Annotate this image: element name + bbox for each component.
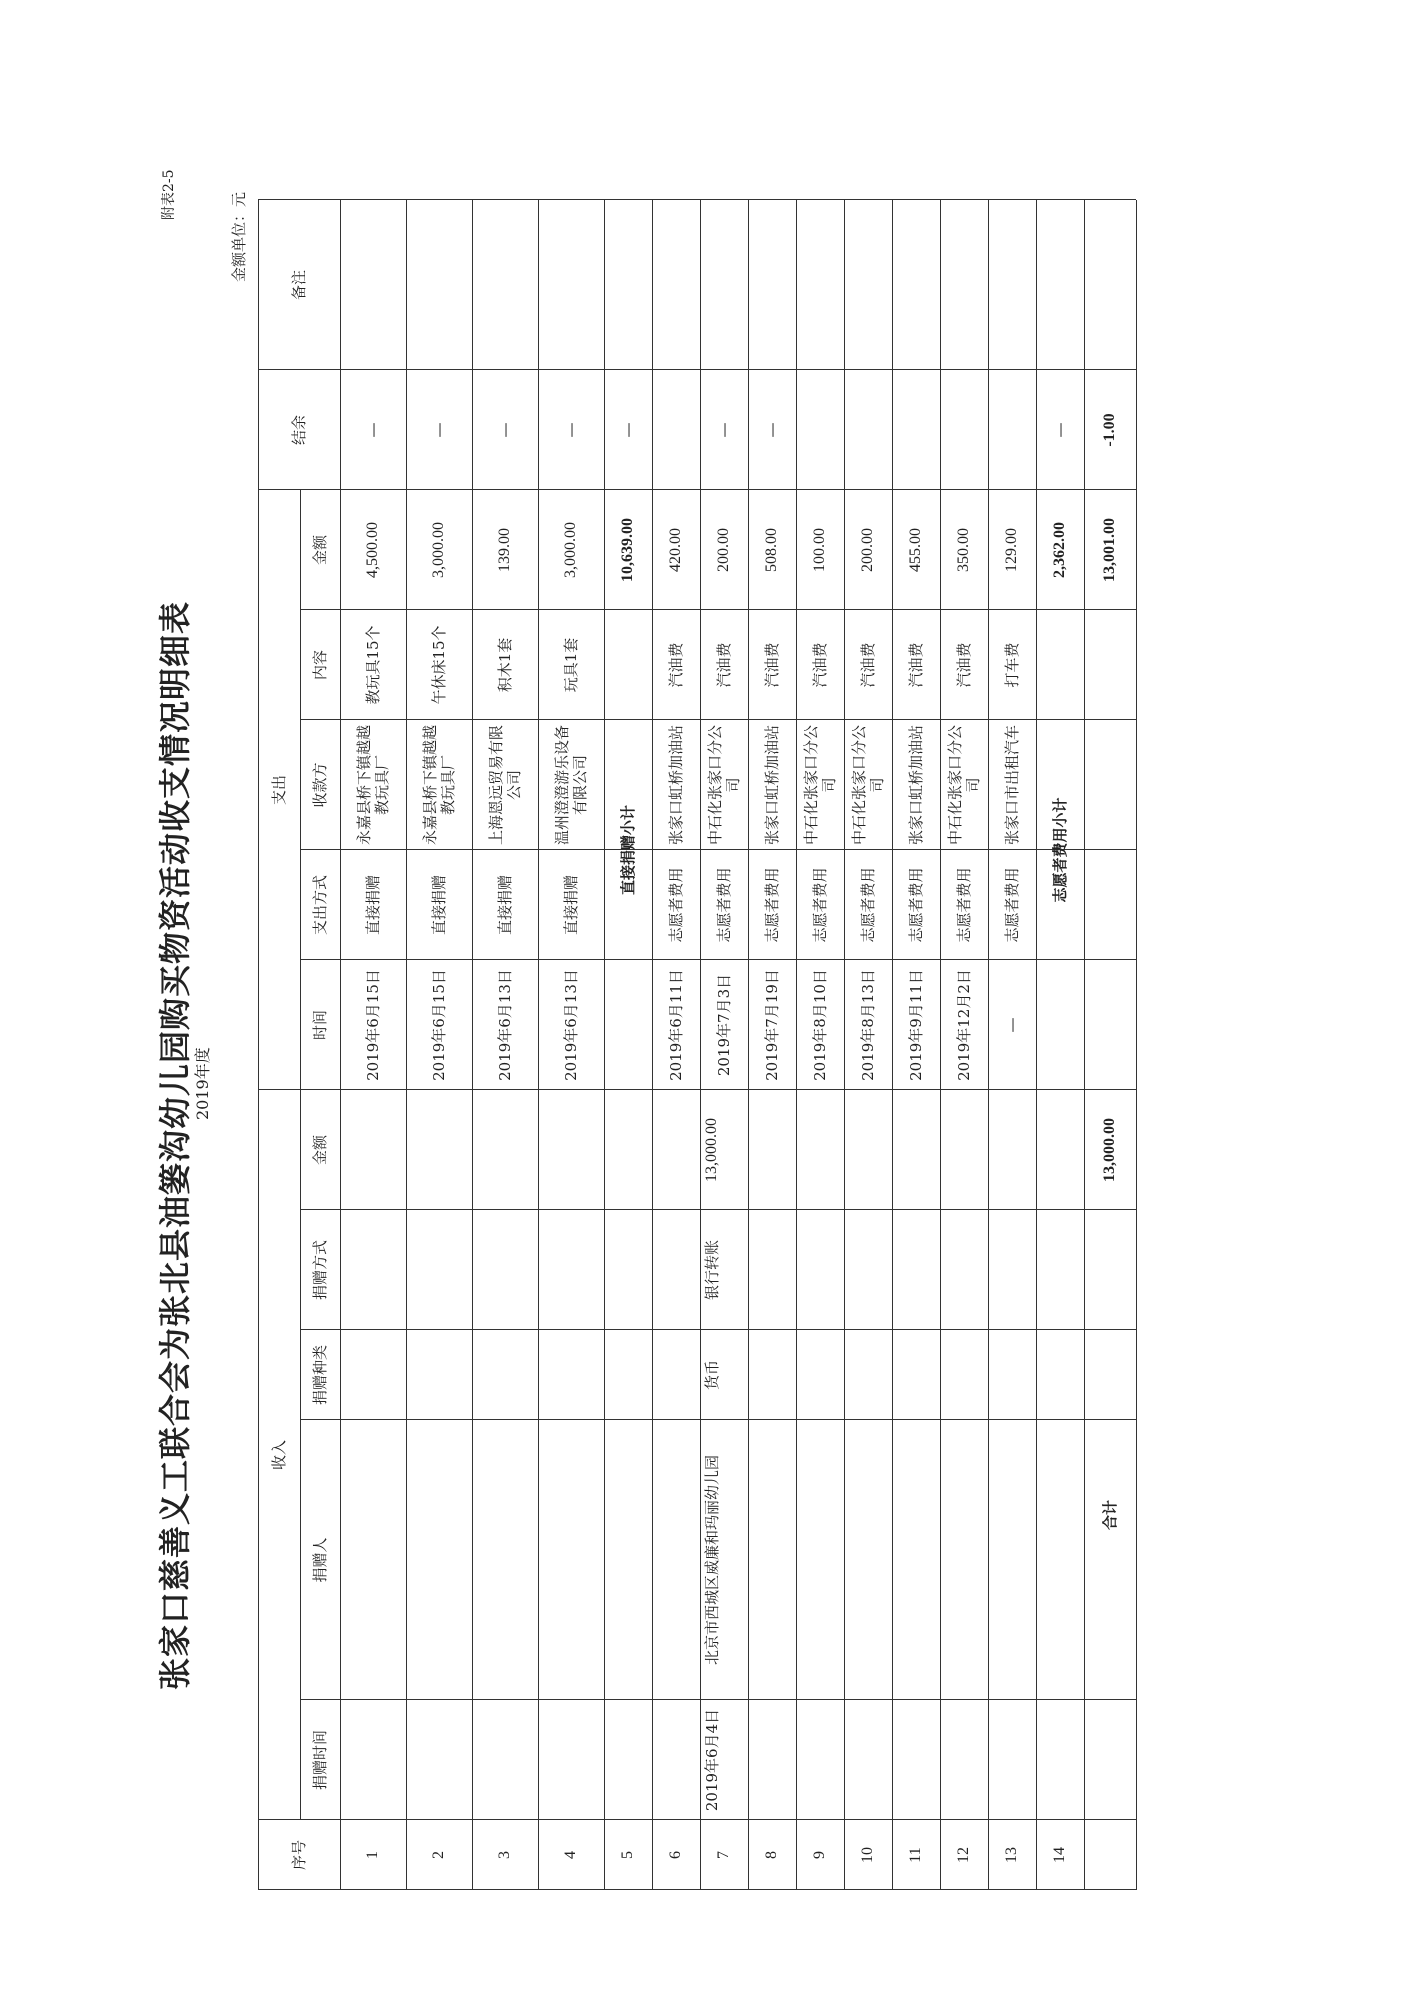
row-content: 汽油费 [859, 642, 877, 688]
remark-header: 备注 [290, 270, 308, 301]
row-payee: 张家口虹桥加油站 [763, 725, 781, 846]
row-time: 2019年9月11日 [907, 969, 925, 1081]
row-amount: 455.00 [907, 528, 924, 572]
row-amount: 200.00 [859, 528, 876, 572]
row-time: 2019年7月3日 [715, 973, 733, 1077]
row-content: 汽油费 [715, 642, 733, 688]
row-divider [538, 200, 539, 1890]
row-content: 打车费 [1003, 642, 1021, 688]
column-divider [300, 1329, 1136, 1330]
column-divider [300, 849, 1136, 850]
column-divider [258, 1819, 1136, 1820]
row-time: 2019年6月11日 [667, 969, 685, 1081]
row-divider [652, 200, 653, 1890]
row-seq: 9 [811, 1851, 828, 1859]
column-divider [300, 1699, 1136, 1700]
row-pay-method: 志愿者费用 [811, 867, 829, 943]
row-balance: — [496, 422, 514, 438]
row-balance: — [1051, 422, 1069, 438]
income-amount-header: 金额 [311, 1135, 329, 1166]
income-method: 银行转账 [703, 1240, 721, 1301]
row-amount: 100.00 [811, 528, 828, 572]
row-content: 汽油费 [907, 642, 925, 688]
expense-amount-header: 金额 [311, 535, 329, 566]
row-seq: 3 [496, 1851, 513, 1859]
row-divider [1036, 200, 1037, 1890]
row-seq: 5 [619, 1851, 636, 1859]
row-divider [604, 200, 605, 1890]
row-pay-method: 直接捐赠 [496, 875, 514, 936]
row-divider [472, 200, 473, 1890]
row-payee: 张家口虹桥加油站 [907, 725, 925, 846]
column-divider [300, 959, 1136, 960]
subtotal-amount: 2,362.00 [1051, 522, 1068, 578]
row-divider [796, 200, 797, 1890]
donation-time-header: 捐赠时间 [311, 1730, 329, 1791]
row-content: 午休床15个 [430, 625, 448, 705]
row-time: — [1003, 1017, 1021, 1033]
row-balance: — [364, 422, 382, 438]
row-time: 2019年6月15日 [430, 969, 448, 1081]
row-pay-method: 志愿者费用 [907, 867, 925, 943]
table-top-border [258, 200, 259, 1890]
column-divider [300, 609, 1136, 610]
row-pay-method: 志愿者费用 [715, 867, 733, 943]
total-top-border [1084, 200, 1085, 1890]
income-amount: 13,000.00 [703, 1118, 720, 1182]
row-divider [988, 200, 989, 1890]
content-header: 内容 [311, 650, 329, 681]
column-divider [300, 719, 1136, 720]
row-amount: 200.00 [715, 528, 732, 572]
income-header: 收入 [270, 1440, 288, 1471]
row-content: 积木1套 [496, 637, 514, 693]
row-amount: 139.00 [496, 528, 513, 572]
income-type: 货币 [703, 1360, 721, 1391]
donor-header: 捐赠人 [311, 1537, 329, 1583]
row-pay-method: 直接捐赠 [364, 875, 382, 936]
row-payee: 张家口市出租汽车 [1003, 725, 1021, 846]
header-bottom-border [340, 200, 341, 1890]
column-divider [258, 369, 1136, 370]
row-time: 2019年7月19日 [763, 969, 781, 1081]
unit-label: 金额单位：元 [230, 191, 248, 282]
column-divider [300, 1209, 1136, 1210]
row-payee: 温州澄澄游乐设备有限公司 [553, 725, 589, 846]
income-header-divider [300, 1090, 301, 1820]
row-pay-method: 志愿者费用 [667, 867, 685, 943]
row-time: 2019年8月10日 [811, 969, 829, 1081]
row-amount: 3,000.00 [430, 522, 447, 578]
row-seq: 13 [1003, 1847, 1020, 1863]
row-divider [406, 200, 407, 1890]
row-time: 2019年6月13日 [496, 969, 514, 1081]
row-content: 汽油费 [811, 642, 829, 688]
row-balance: — [430, 422, 448, 438]
row-seq: 8 [763, 1851, 780, 1859]
row-payee: 永嘉县桥下镇越越教玩具厂 [355, 725, 391, 846]
row-seq: 14 [1051, 1847, 1068, 1863]
row-amount: 3,000.00 [562, 522, 579, 578]
subtotal-amount: 10,639.00 [619, 518, 636, 582]
total-label: 合计 [1101, 1500, 1119, 1531]
subtotal-label: 直接捐赠小计 [619, 805, 637, 896]
row-seq: 10 [859, 1847, 876, 1863]
pay-method-header: 支出方式 [311, 875, 329, 936]
row-balance: — [619, 422, 637, 438]
total-expense-amount: 13,001.00 [1101, 518, 1118, 582]
row-pay-method: 志愿者费用 [955, 867, 973, 943]
column-divider [300, 1419, 1136, 1420]
row-divider [748, 200, 749, 1890]
row-divider [700, 200, 701, 1890]
row-amount: 4,500.00 [364, 522, 381, 578]
row-payee: 中石化张家口分公司 [802, 725, 838, 846]
row-balance: — [715, 422, 733, 438]
attachment-label: 附表2-5 [161, 169, 177, 220]
table-right-border [258, 199, 1136, 200]
row-balance: — [562, 422, 580, 438]
row-amount: 129.00 [1003, 528, 1020, 572]
subtotal-label: 志愿者费用小计 [1051, 797, 1069, 903]
row-payee: 上海恩远贸易有限公司 [487, 725, 523, 846]
column-divider [258, 1889, 1136, 1890]
row-pay-method: 志愿者费用 [859, 867, 877, 943]
row-pay-method: 直接捐赠 [430, 875, 448, 936]
row-payee: 中石化张家口分公司 [946, 725, 982, 846]
total-income-amount: 13,000.00 [1101, 1118, 1118, 1182]
seq-header: 序号 [290, 1840, 308, 1871]
row-amount: 350.00 [955, 528, 972, 572]
income-time: 2019年6月4日 [703, 1708, 721, 1812]
expense-header-divider [300, 490, 301, 1090]
row-pay-method: 直接捐赠 [562, 875, 580, 936]
row-time: 2019年8月13日 [859, 969, 877, 1081]
row-content: 汽油费 [955, 642, 973, 688]
expense-header: 支出 [270, 775, 288, 806]
row-seq: 7 [715, 1851, 732, 1859]
row-time: 2019年12月2日 [955, 969, 973, 1081]
row-divider [844, 200, 845, 1890]
balance-header: 结余 [290, 415, 308, 446]
row-content: 汽油费 [667, 642, 685, 688]
row-seq: 2 [430, 1851, 447, 1859]
time-header: 时间 [311, 1010, 329, 1041]
row-seq: 1 [364, 1851, 381, 1859]
payee-header: 收款方 [311, 762, 329, 808]
column-divider [258, 489, 1136, 490]
row-payee: 中石化张家口分公司 [850, 725, 886, 846]
row-seq: 11 [907, 1847, 924, 1863]
donation-method-header: 捐赠方式 [311, 1240, 329, 1301]
row-time: 2019年6月13日 [562, 969, 580, 1081]
row-seq: 12 [955, 1847, 972, 1863]
row-payee: 永嘉县桥下镇越越教玩具厂 [421, 725, 457, 846]
row-amount: 420.00 [667, 528, 684, 572]
total-balance: -1.00 [1101, 413, 1118, 447]
row-payee: 中石化张家口分公司 [706, 725, 742, 846]
row-time: 2019年6月15日 [364, 969, 382, 1081]
row-divider [892, 200, 893, 1890]
row-pay-method: 志愿者费用 [1003, 867, 1021, 943]
table-bottom-border [1136, 200, 1137, 1890]
donation-type-header: 捐赠种类 [311, 1345, 329, 1406]
row-payee: 张家口虹桥加油站 [667, 725, 685, 846]
page-title: 张家口慈善义工联合会为张北县油篓沟幼儿园购买物资活动收支情况明细表 [156, 600, 194, 1690]
income-donor: 北京市西城区威廉和玛丽幼儿园 [703, 1455, 721, 1666]
row-amount: 508.00 [763, 528, 780, 572]
row-content: 教玩具15个 [364, 625, 382, 705]
row-content: 汽油费 [763, 642, 781, 688]
row-pay-method: 志愿者费用 [763, 867, 781, 943]
row-seq: 4 [562, 1851, 579, 1859]
column-divider [258, 1089, 1136, 1090]
row-balance: — [763, 422, 781, 438]
row-seq: 6 [667, 1851, 684, 1859]
row-content: 玩具1套 [562, 637, 580, 693]
year-label: 2019年度 [193, 1047, 212, 1120]
row-divider [940, 200, 941, 1890]
